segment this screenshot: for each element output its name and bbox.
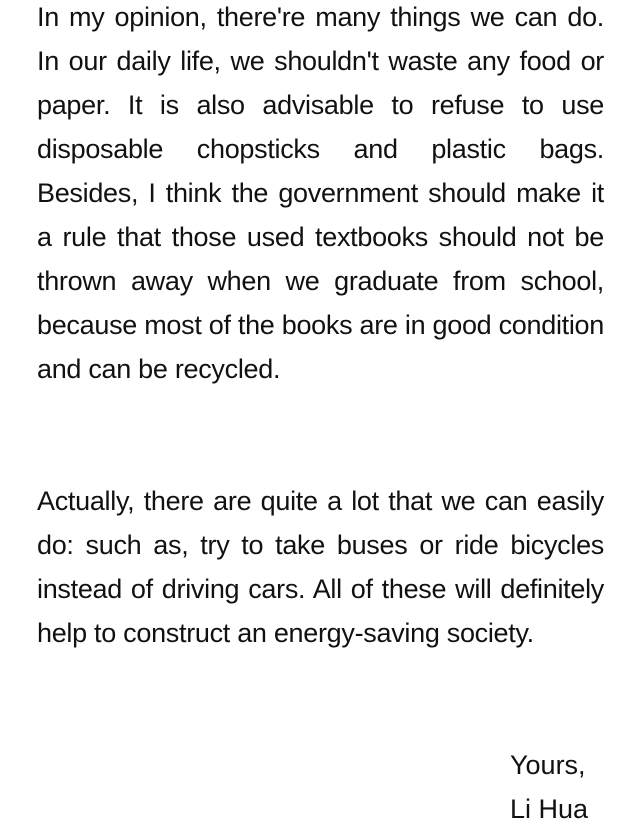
- signature-name: Li Hua: [510, 794, 589, 824]
- paragraph-1: In my opinion, there're many things we can do. In our daily life, we shouldn't waste any food or paper. It is also advisable to refuse to use disposable chopsticks and plastic bags. Besides, I think the government should make it a rule that those used textbooks should not be thrown away when we graduate from school, because most of the books are in good condition and can be recycled.: [37, 2, 604, 384]
- closing-text: Yours,: [510, 750, 586, 780]
- paragraph-2: Actually, there are quite a lot that we can easily do: such as, try to take buses or ride bicycles instead of driving cars. All of these will definitely help to construct an energy-saving society.: [37, 486, 604, 648]
- letter-page: [37, 0, 604, 828]
- sign-off: [510, 743, 588, 831]
